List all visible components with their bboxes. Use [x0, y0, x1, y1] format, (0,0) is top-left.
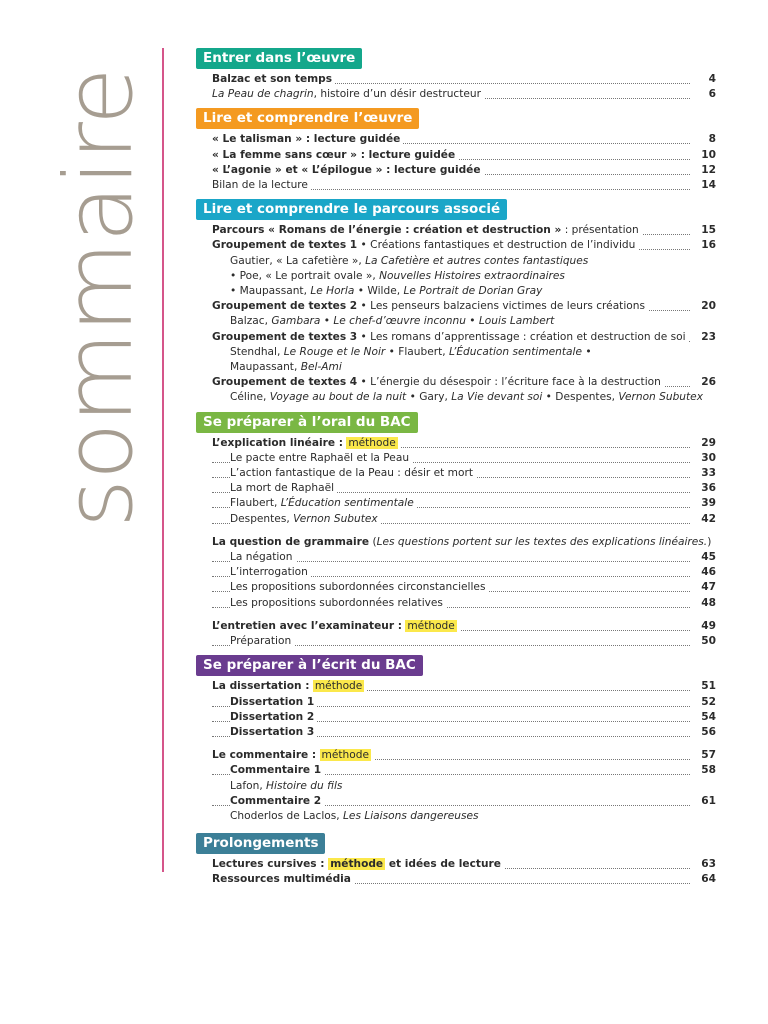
toc-entry[interactable]: La négation 45 [196, 550, 716, 565]
toc-entry[interactable]: Commentaire 1 58 [196, 763, 716, 778]
section-header-parcours[interactable]: Lire et comprendre le parcours associé [196, 199, 507, 220]
section-header-prolongements[interactable]: Prolongements [196, 833, 325, 854]
toc-entry[interactable]: Dissertation 2 54 [196, 710, 716, 725]
section-header-entrer[interactable]: Entrer dans l’œuvre [196, 48, 362, 69]
toc-entry[interactable]: Groupement de textes 2 • Les penseurs balzaciens victimes de leurs créations 20 [196, 299, 716, 314]
toc-subline: Lafon, Histoire du fils [230, 779, 343, 792]
section-header-oral[interactable]: Se préparer à l’oral du BAC [196, 412, 418, 433]
method-highlight: méthode [321, 749, 369, 762]
toc-entry[interactable]: Groupement de textes 3 • Les romans d’apprentissage : création et destruction de soi 23 [196, 330, 716, 345]
toc-entry[interactable]: Balzac et son temps 4 [196, 72, 716, 87]
toc-entry[interactable]: Lectures cursives : méthode et idées de lecture 63 [196, 857, 716, 872]
page-title: sommaire [45, 68, 154, 528]
toc-subline: Gautier, « La cafetière », La Cafetière et autres contes fantastiques [230, 254, 589, 267]
method-highlight: méthode [330, 858, 384, 871]
toc-subline: • Poe, « Le portrait ovale », Nouvelles Histoires extraordinaires [230, 269, 565, 282]
toc-entry[interactable]: Dissertation 1 52 [196, 695, 716, 710]
section-header-ecrit[interactable]: Se préparer à l’écrit du BAC [196, 655, 423, 676]
toc-entry[interactable]: Le pacte entre Raphaël et la Peau 30 [196, 451, 716, 466]
toc-entry[interactable]: Commentaire 2 61 [196, 794, 716, 809]
toc-subline: Maupassant, Bel-Ami [230, 361, 342, 374]
toc-entry[interactable]: Groupement de textes 1 • Créations fantastiques et destruction de l’individu 16 [196, 238, 716, 253]
toc-entry[interactable]: Ressources multimédia 64 [196, 872, 716, 887]
section-header-lire[interactable]: Lire et comprendre l’œuvre [196, 108, 419, 129]
toc-entry[interactable]: Les propositions subordonnées relatives 48 [196, 596, 716, 611]
toc-entry[interactable]: L’explication linéaire : méthode 29 [196, 436, 716, 451]
toc-entry[interactable]: « Le talisman » : lecture guidée 8 [196, 132, 716, 147]
method-highlight: méthode [348, 436, 396, 449]
toc-subline: Balzac, Gambara • Le chef-d’œuvre inconnu • Louis Lambert [230, 315, 555, 328]
toc-subline: Stendhal, Le Rouge et le Noir • Flaubert, L’Éducation sentimentale • [230, 345, 592, 358]
toc-entry[interactable]: Le commentaire : méthode 57 [196, 748, 716, 763]
toc-entry[interactable]: Despentes, Vernon Subutex 42 [196, 512, 716, 527]
toc-entry[interactable]: La Peau de chagrin, histoire d’un désir destructeur 6 [196, 87, 716, 102]
vertical-rule [162, 48, 164, 872]
toc-subline: Céline, Voyage au bout de la nuit • Gary, La Vie devant soi • Despentes, Vernon Subutex [230, 391, 703, 404]
toc-entry[interactable]: L’entretien avec l’examinateur : méthode 49 [196, 619, 716, 634]
toc-heading: La question de grammaire (Les questions portent sur les textes des explications linéaires.) [212, 535, 712, 548]
toc-entry[interactable]: La mort de Raphaël 36 [196, 481, 716, 496]
toc-entry[interactable]: Flaubert, L’Éducation sentimentale 39 [196, 496, 716, 511]
toc-subline: • Maupassant, Le Horla • Wilde, Le Portrait de Dorian Gray [230, 285, 543, 298]
method-highlight: méthode [407, 619, 455, 632]
toc-subline: Choderlos de Laclos, Les Liaisons dangereuses [230, 809, 479, 822]
table-of-contents [196, 47, 716, 888]
toc-entry[interactable]: « L’agonie » et « L’épilogue » : lecture guidée 12 [196, 163, 716, 178]
toc-entry[interactable]: L’interrogation 46 [196, 565, 716, 580]
toc-entry[interactable]: Préparation 50 [196, 634, 716, 649]
toc-entry[interactable]: La dissertation : méthode 51 [196, 679, 716, 694]
toc-entry[interactable]: Bilan de la lecture 14 [196, 178, 716, 193]
method-highlight: méthode [314, 680, 363, 693]
toc-entry[interactable]: L’action fantastique de la Peau : désir et mort 33 [196, 466, 716, 481]
toc-entry[interactable]: Dissertation 3 56 [196, 725, 716, 740]
toc-entry[interactable]: « La femme sans cœur » : lecture guidée 10 [196, 148, 716, 163]
toc-entry[interactable]: Les propositions subordonnées circonstancielles 47 [196, 580, 716, 595]
toc-entry[interactable]: Groupement de textes 4 • L’énergie du désespoir : l’écriture face à la destruction 26 [196, 375, 716, 390]
toc-entry[interactable]: Parcours « Romans de l’énergie : création et destruction » : présentation 15 [196, 223, 716, 238]
